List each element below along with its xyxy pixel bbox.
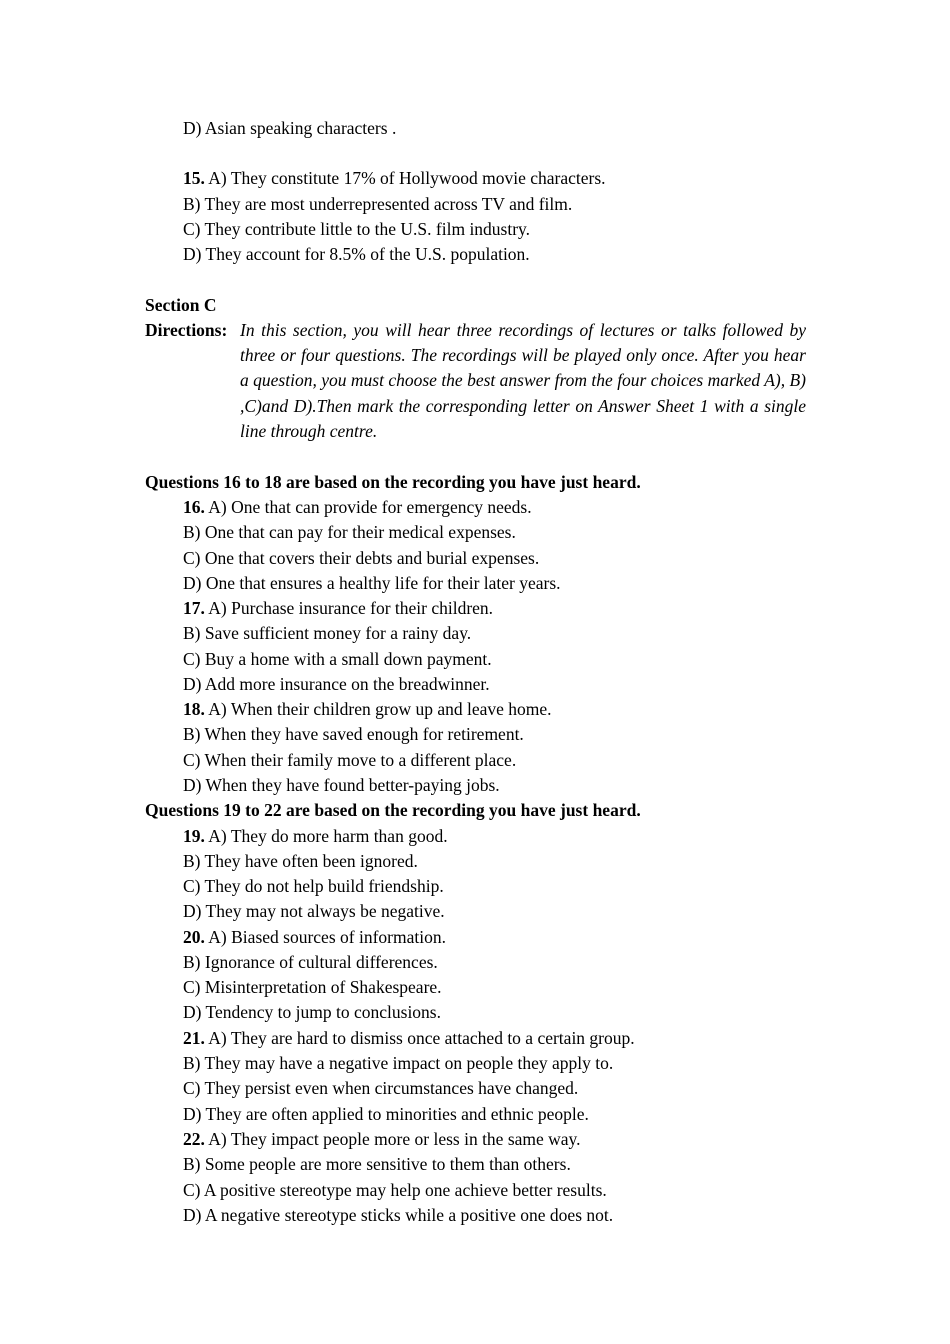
q20-option-a: 20. A) Biased sources of information. [183, 927, 446, 947]
group-heading-16-18: Questions 16 to 18 are based on the recording you have just heard. [145, 472, 641, 492]
q22-option-d: D) A negative stereotype sticks while a positive one does not. [183, 1205, 614, 1225]
q16-option-d: D) One that ensures a healthy life for their later years. [183, 573, 561, 593]
q20-option-b: B) Ignorance of cultural differences. [183, 952, 438, 972]
directions-label: Directions: [145, 320, 228, 340]
q22-number: 22. [183, 1129, 205, 1149]
q14-option-d: D) Asian speaking characters . [183, 118, 397, 138]
q22-option-a: 22. A) They impact people more or less in the same way. [183, 1129, 581, 1149]
q15-option-a: 15. A) They constitute 17% of Hollywood movie characters. [183, 168, 606, 188]
q18-option-b: B) When they have saved enough for retirement. [183, 724, 524, 744]
q15-option-d: D) They account for 8.5% of the U.S. population. [183, 244, 530, 264]
q18-number: 18. [183, 699, 205, 719]
q21-option-d: D) They are often applied to minorities and ethnic people. [183, 1104, 589, 1124]
q17-option-a: 17. A) Purchase insurance for their children. [183, 598, 494, 618]
q16-number: 16. [183, 497, 205, 517]
q17-option-d: D) Add more insurance on the breadwinner. [183, 674, 490, 694]
q15-number: 15. [183, 168, 205, 188]
q20-option-d: D) Tendency to jump to conclusions. [183, 1002, 441, 1022]
q16-option-a: 16. A) One that can provide for emergency needs. [183, 497, 532, 517]
group-heading-19-22: Questions 19 to 22 are based on the recording you have just heard. [145, 800, 641, 820]
q21-option-a: 21. A) They are hard to dismiss once attached to a certain group. [183, 1028, 635, 1048]
q18-option-c: C) When their family move to a different place. [183, 750, 517, 770]
q19-option-b: B) They have often been ignored. [183, 851, 418, 871]
q20-option-c: C) Misinterpretation of Shakespeare. [183, 977, 442, 997]
q18-option-a: 18. A) When their children grow up and leave home. [183, 699, 552, 719]
q15-option-c: C) They contribute little to the U.S. film industry. [183, 219, 531, 239]
q21-number: 21. [183, 1028, 205, 1048]
q17-option-c: C) Buy a home with a small down payment. [183, 649, 492, 669]
q19-number: 19. [183, 826, 205, 846]
q17-number: 17. [183, 598, 205, 618]
q21-option-c: C) They persist even when circumstances have changed. [183, 1078, 579, 1098]
q17-option-b: B) Save sufficient money for a rainy day. [183, 623, 472, 643]
section-heading: Section C [145, 295, 217, 315]
q19-option-d: D) They may not always be negative. [183, 901, 445, 921]
q16-option-b: B) One that can pay for their medical expenses. [183, 522, 516, 542]
q15-option-b: B) They are most underrepresented across TV and film. [183, 194, 573, 214]
q21-option-b: B) They may have a negative impact on people they apply to. [183, 1053, 614, 1073]
q22-option-b: B) Some people are more sensitive to them than others. [183, 1154, 571, 1174]
q19-option-c: C) They do not help build friendship. [183, 876, 444, 896]
q19-option-a: 19. A) They do more harm than good. [183, 826, 448, 846]
directions-text: In this section, you will hear three recordings of lectures or talks followed by three or four questions. The recordings will be played only once. After you hear a question, you must choose the best answer from the four choices marked A), B) ,C)and D).Then mark the corresponding letter on Answer Sheet 1 with a single line through centre. [240, 320, 806, 441]
q22-option-c: C) A positive stereotype may help one achieve better results. [183, 1180, 607, 1200]
q20-number: 20. [183, 927, 205, 947]
q16-option-c: C) One that covers their debts and burial expenses. [183, 548, 540, 568]
q18-option-d: D) When they have found better-paying jobs. [183, 775, 500, 795]
